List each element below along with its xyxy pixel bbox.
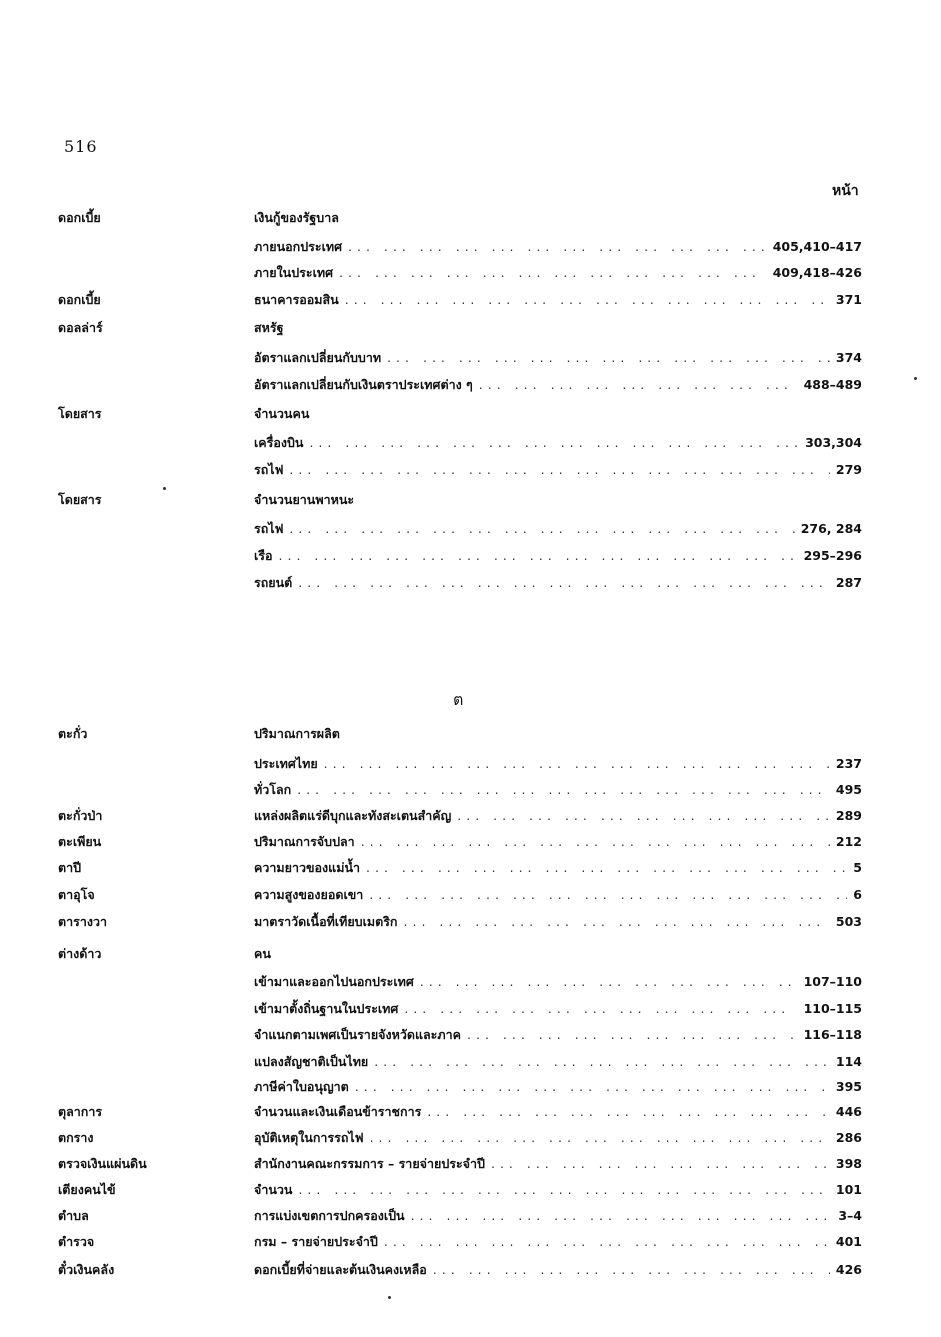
page-reference: 237 <box>835 756 862 771</box>
index-subentry <box>254 237 862 257</box>
index-term: ดอลล่าร์ <box>58 320 103 335</box>
dot-leader <box>345 292 830 307</box>
page-reference: 107–110 <box>803 974 862 989</box>
index-row <box>0 1230 941 1252</box>
index-subentry <box>254 1154 862 1174</box>
index-term: ตะกั่วป่า <box>58 808 103 823</box>
index-row <box>0 571 941 593</box>
page-reference: 401 <box>835 1234 862 1249</box>
index-subentry <box>254 754 862 774</box>
index-subentry <box>254 1260 862 1280</box>
subentry-label: จำนวนและเงินเดือนข้าราชการ <box>254 1104 422 1119</box>
index-term: ตรวจเงินแผ่นดิน <box>58 1156 147 1171</box>
page-reference: 395 <box>835 1079 862 1094</box>
page-reference: 289 <box>835 808 862 823</box>
index-term: โดยสาร <box>58 492 102 507</box>
index-subentry <box>254 1232 862 1252</box>
index-row <box>0 1075 941 1097</box>
index-row <box>0 288 941 310</box>
dot-leader <box>324 756 830 771</box>
index-subentry <box>254 832 862 852</box>
subentry-label: เงินกู้ของรัฐบาล <box>254 210 339 225</box>
subentry-label: กรม – รายจ่ายประจำปี <box>254 1234 378 1249</box>
dot-leader <box>297 782 830 797</box>
dot-leader <box>289 462 829 477</box>
dot-leader <box>339 265 767 280</box>
index-row <box>0 830 941 852</box>
page-number: 516 <box>64 137 98 156</box>
subentry-label: ทั่วโลก <box>254 782 292 797</box>
subentry-label: ภายนอกประเทศ <box>254 239 343 254</box>
speck-mark <box>163 487 166 490</box>
page-reference: 6 <box>853 887 862 902</box>
subentry-label: ดอกเบี้ยที่จ่ายและต้นเงินคงเหลือ <box>254 1262 427 1277</box>
subentry-label: ธนาคารออมสิน <box>254 292 339 307</box>
dot-leader <box>427 1104 830 1119</box>
dot-leader <box>404 914 830 929</box>
index-subentry <box>254 724 862 744</box>
page-reference: 503 <box>835 914 862 929</box>
index-term: ตำรวจ <box>58 1234 95 1249</box>
dot-leader <box>348 239 767 254</box>
subentry-label: มาตราวัดเนื้อที่เทียบเมตริก <box>254 914 398 929</box>
index-row <box>0 544 941 566</box>
dot-leader <box>491 1156 830 1171</box>
index-subentry <box>254 1052 862 1072</box>
index-row <box>0 970 941 992</box>
index-term: ตะกั่ว <box>58 726 88 741</box>
index-subentry <box>254 1180 862 1200</box>
index-row <box>0 804 941 826</box>
page-column-label: หน้า <box>832 183 859 199</box>
subentry-label: สำนักงานคณะกรรมการ – รายจ่ายประจำปี <box>254 1156 485 1171</box>
dot-leader <box>369 887 847 902</box>
index-term: ต่างด้าว <box>58 946 102 961</box>
index-row <box>0 1126 941 1148</box>
subentry-label: อุบัติเหตุในการรถไฟ <box>254 1130 364 1145</box>
subentry-label: อัตราแลกเปลี่ยนกับบาท <box>254 350 382 365</box>
index-term: ตาอุโจ <box>58 887 95 902</box>
index-row <box>0 1178 941 1200</box>
index-row <box>0 1152 941 1174</box>
index-subentry <box>254 1077 862 1097</box>
index-term: ดอกเบี้ย <box>58 292 101 307</box>
index-subentry <box>254 1102 862 1122</box>
index-row <box>0 235 941 257</box>
index-term: ตั๋วเงินคลัง <box>58 1262 115 1277</box>
page-reference: 398 <box>835 1156 862 1171</box>
page-reference: 116–118 <box>803 1027 862 1042</box>
subentry-label: แหล่งผลิตแร่ดีบุกและทังสะเตนสำคัญ <box>254 808 452 823</box>
subentry-label: คน <box>254 946 271 961</box>
dot-leader <box>433 1262 830 1277</box>
index-row <box>0 1050 941 1072</box>
index-row <box>0 997 941 1019</box>
index-row <box>0 1204 941 1226</box>
section-letter: ต <box>453 690 464 709</box>
page-reference: 488–489 <box>803 377 862 392</box>
page-reference: 5 <box>853 860 862 875</box>
index-subentry <box>254 972 862 992</box>
subentry-label: ประเทศไทย <box>254 756 318 771</box>
index-row <box>0 1258 941 1280</box>
index-row <box>0 346 941 368</box>
index-row <box>0 316 941 338</box>
index-subentry <box>254 208 862 228</box>
index-row <box>0 206 941 228</box>
page-reference: 3–4 <box>838 1208 862 1223</box>
index-row <box>0 488 941 510</box>
index-term: ตำบล <box>58 1208 89 1223</box>
index-term: ตะเพียน <box>58 834 102 849</box>
dot-leader <box>355 1079 830 1094</box>
subentry-label: ภายในประเทศ <box>254 265 334 280</box>
subentry-label: แปลงสัญชาติเป็นไทย <box>254 1054 369 1069</box>
dot-leader <box>309 435 799 450</box>
index-row <box>0 517 941 539</box>
speck-mark <box>388 1296 391 1299</box>
index-subentry <box>254 999 862 1019</box>
page-reference: 495 <box>835 782 862 797</box>
index-term: ตุลาการ <box>58 1104 103 1119</box>
dot-leader <box>374 1054 830 1069</box>
subentry-label: เครื่องบิน <box>254 435 304 450</box>
index-subentry <box>254 263 862 283</box>
subentry-label: ความยาวของแม่น้ำ <box>254 860 361 875</box>
page-reference: 374 <box>835 350 862 365</box>
index-subentry <box>254 1025 862 1045</box>
page-reference: 276, 284 <box>800 521 862 536</box>
dot-leader <box>298 575 830 590</box>
page-reference: 212 <box>835 834 862 849</box>
index-subentry <box>254 348 862 368</box>
page-reference: 110–115 <box>803 1001 862 1016</box>
dot-leader <box>384 1234 830 1249</box>
page-reference: 295–296 <box>803 548 862 563</box>
page-reference: 287 <box>835 575 862 590</box>
subentry-label: ภาษีค่าใบอนุญาต <box>254 1079 349 1094</box>
subentry-label: เข้ามาตั้งถิ่นฐานในประเทศ <box>254 1001 399 1016</box>
subentry-label: จำนวน <box>254 1182 293 1197</box>
dot-leader <box>479 377 798 392</box>
index-subentry <box>254 806 862 826</box>
index-subentry <box>254 290 862 310</box>
dot-leader <box>361 834 830 849</box>
subentry-label: รถยนต์ <box>254 575 293 590</box>
page-reference: 446 <box>835 1104 862 1119</box>
page-reference: 405,410–417 <box>772 239 862 254</box>
subentry-label: ปริมาณการจับปลา <box>254 834 355 849</box>
index-row <box>0 373 941 395</box>
index-subentry <box>254 490 862 510</box>
dot-leader <box>420 974 798 989</box>
index-subentry <box>254 573 862 593</box>
subentry-label: ปริมาณการผลิต <box>254 726 340 741</box>
index-subentry <box>254 780 862 800</box>
index-term: ตกราง <box>58 1130 94 1145</box>
dot-leader <box>370 1130 830 1145</box>
subentry-label: ความสูงของยอดเขา <box>254 887 364 902</box>
index-subentry <box>254 1206 862 1226</box>
dot-leader <box>404 1001 797 1016</box>
page-reference: 303,304 <box>805 435 862 450</box>
subentry-label: เรือ <box>254 548 273 563</box>
page-reference: 371 <box>835 292 862 307</box>
index-subentry <box>254 460 862 480</box>
subentry-label: เข้ามาและออกไปนอกประเทศ <box>254 974 414 989</box>
page-reference: 114 <box>835 1054 862 1069</box>
index-term: โดยสาร <box>58 406 102 421</box>
index-subentry <box>254 318 862 338</box>
index-row <box>0 261 941 283</box>
index-row <box>0 1023 941 1045</box>
dot-leader <box>366 860 847 875</box>
index-row <box>0 752 941 774</box>
subentry-label: จำนวนยานพาหนะ <box>254 492 355 507</box>
dot-leader <box>279 548 798 563</box>
dot-leader <box>298 1182 829 1197</box>
page-reference: 286 <box>835 1130 862 1145</box>
dot-leader <box>411 1208 833 1223</box>
subentry-label: จำแนกตามเพศเป็นรายจังหวัดและภาค <box>254 1027 462 1042</box>
page-reference: 409,418–426 <box>772 265 862 280</box>
index-subentry <box>254 944 862 964</box>
subentry-label: จำนวนคน <box>254 406 310 421</box>
subentry-label: สหรัฐ <box>254 320 284 335</box>
index-subentry <box>254 404 862 424</box>
index-row <box>0 910 941 932</box>
index-subentry <box>254 375 862 395</box>
subentry-label: การแบ่งเขตการปกครองเป็น <box>254 1208 405 1223</box>
index-subentry <box>254 858 862 878</box>
subentry-label: อัตราแลกเปลี่ยนกับเงินตราประเทศต่าง ๆ <box>254 377 473 392</box>
index-row <box>0 942 941 964</box>
index-row <box>0 402 941 424</box>
index-row <box>0 1100 941 1122</box>
dot-leader <box>289 521 794 536</box>
index-term: ดอกเบี้ย <box>58 210 101 225</box>
index-row <box>0 856 941 878</box>
index-subentry <box>254 885 862 905</box>
speck-mark <box>914 377 917 380</box>
page-reference: 426 <box>835 1262 862 1277</box>
dot-leader <box>387 350 830 365</box>
dot-leader <box>457 808 830 823</box>
index-row <box>0 458 941 480</box>
index-row <box>0 431 941 453</box>
dot-leader <box>467 1027 798 1042</box>
index-subentry <box>254 1128 862 1148</box>
index-subentry <box>254 519 862 539</box>
index-row <box>0 778 941 800</box>
index-term: เตียงคนไข้ <box>58 1182 116 1197</box>
index-subentry <box>254 433 862 453</box>
index-row <box>0 883 941 905</box>
index-term: ตาปี <box>58 860 82 875</box>
page-reference: 101 <box>835 1182 862 1197</box>
index-term: ตารางวา <box>58 914 108 929</box>
subentry-label: รถไฟ <box>254 521 284 536</box>
subentry-label: รถไฟ <box>254 462 284 477</box>
index-subentry <box>254 912 862 932</box>
page-reference: 279 <box>835 462 862 477</box>
index-row <box>0 722 941 744</box>
index-subentry <box>254 546 862 566</box>
